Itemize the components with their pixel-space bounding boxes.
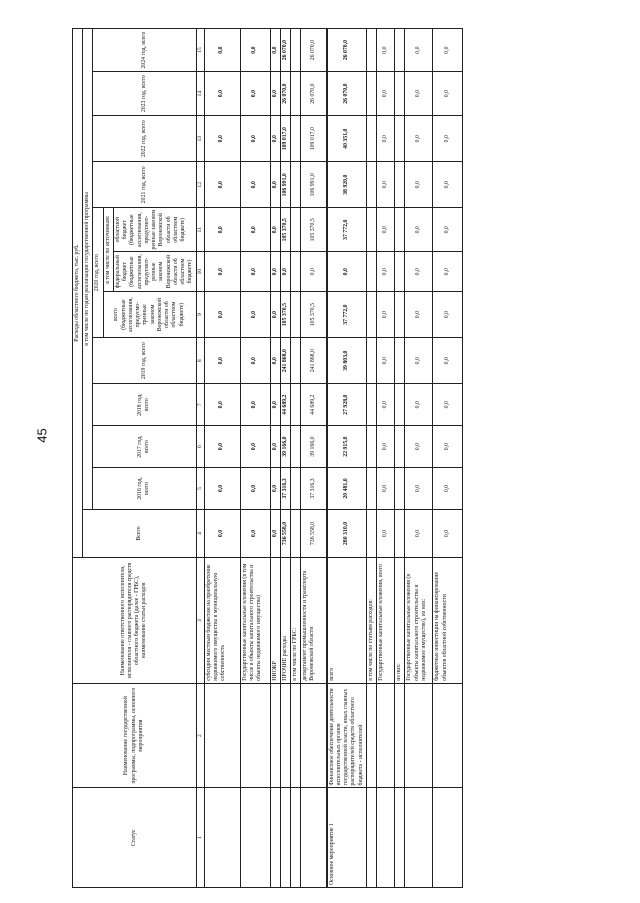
header-regional: областной бюджет (бюджетные ассигнования, предусмот-ренные законом Воронежской области об областном бюджете): [114, 210, 187, 250]
value-cell: 105 370,5: [301, 208, 327, 252]
table-body: [204, 29, 463, 888]
program-name-cell: [377, 683, 395, 788]
value-cell: 0,0: [433, 509, 463, 557]
value-cell: [290, 252, 300, 292]
value-cell: 0,0: [204, 292, 240, 338]
program-name-cell: [240, 683, 270, 788]
value-cell: [366, 162, 376, 208]
header-2016: 2016 год, всего: [93, 468, 196, 510]
status-cell: [395, 788, 405, 888]
value-cell: 39 803,0: [327, 338, 367, 384]
expense-item-cell: в том числе по ГРБС:: [290, 558, 300, 684]
value-cell: 0,0: [433, 292, 463, 338]
value-cell: 0,0: [240, 208, 270, 252]
column-numbers-row: [196, 29, 204, 888]
value-cell: [366, 509, 376, 557]
value-cell: 0,0: [204, 29, 240, 72]
value-cell: [290, 208, 300, 252]
value-cell: [290, 292, 300, 338]
value-cell: 37 316,3: [280, 468, 290, 510]
table-row: [270, 29, 280, 888]
value-cell: 0,0: [270, 72, 280, 116]
value-cell: 0,0: [377, 338, 395, 384]
program-name-cell: [280, 683, 290, 788]
value-cell: 0,0: [405, 426, 433, 468]
value-cell: 26 070,0: [280, 29, 290, 72]
value-cell: 0,0: [405, 509, 433, 557]
value-cell: 26 070,0: [327, 29, 367, 72]
value-cell: [290, 426, 300, 468]
value-cell: 109 017,0: [301, 116, 327, 162]
value-cell: 0,0: [270, 162, 280, 208]
status-cell: Основное мероприятие 1: [327, 788, 367, 888]
value-cell: [366, 116, 376, 162]
value-cell: [395, 162, 405, 208]
program-name-cell: [395, 683, 405, 788]
status-cell: [270, 788, 280, 888]
value-cell: 40 351,0: [327, 116, 367, 162]
header-2021: 2021 год, всего: [93, 162, 196, 208]
value-cell: 105 370,5: [280, 208, 290, 252]
value-cell: 0,0: [405, 208, 433, 252]
value-cell: [290, 162, 300, 208]
header-2017: 2017 год, всего: [93, 426, 196, 468]
value-cell: [366, 426, 376, 468]
value-cell: 0,0: [433, 468, 463, 510]
value-cell: 26 070,0: [301, 72, 327, 116]
header-executor: Наименование ответственного исполнителя, исполнителя - главного распорядителя средств областного бюджета (далее - ГРБС), наименование статьи расходов: [73, 558, 197, 684]
value-cell: [395, 384, 405, 426]
status-cell: [366, 788, 376, 888]
value-cell: 0,0: [280, 252, 290, 292]
program-name-cell: [270, 683, 280, 788]
expense-item-cell: из них:: [395, 558, 405, 684]
value-cell: [395, 29, 405, 72]
table-row: [204, 29, 240, 888]
value-cell: 0,0: [327, 252, 367, 292]
value-cell: [366, 384, 376, 426]
value-cell: 736 558,0: [301, 509, 327, 557]
value-cell: 241 868,0: [301, 338, 327, 384]
value-cell: 39 166,0: [301, 426, 327, 468]
value-cell: 0,0: [204, 468, 240, 510]
value-cell: 26 070,0: [327, 72, 367, 116]
value-cell: 0,0: [270, 426, 280, 468]
table-row: [377, 29, 395, 888]
value-cell: 0,0: [433, 426, 463, 468]
status-cell: [405, 788, 433, 888]
value-cell: [366, 468, 376, 510]
header-incl-sources: в том числе по источникам:: [104, 208, 114, 291]
value-cell: [366, 72, 376, 116]
value-cell: 0,0: [433, 116, 463, 162]
value-cell: 0,0: [240, 426, 270, 468]
value-cell: 0,0: [204, 384, 240, 426]
column-number: 1: [196, 788, 204, 888]
value-cell: 0,0: [433, 29, 463, 72]
value-cell: 0,0: [405, 162, 433, 208]
value-cell: 280 310,0: [327, 509, 367, 557]
value-cell: 0,0: [377, 384, 395, 426]
status-cell: [204, 788, 240, 888]
value-cell: 0,0: [204, 72, 240, 116]
value-cell: 0,0: [405, 116, 433, 162]
status-cell: [290, 788, 300, 888]
value-cell: 0,0: [204, 338, 240, 384]
column-number: 12: [196, 162, 204, 208]
table-row: [366, 29, 376, 888]
value-cell: [366, 29, 376, 72]
header-2020-total: всего (бюджетные ассигнования, предусмо-тренные законом Воронежской области об областном бюджете): [103, 292, 196, 338]
expense-item-cell: ПРОЧИЕ расходы: [280, 558, 290, 684]
column-number: 2: [196, 683, 204, 788]
value-cell: [395, 509, 405, 557]
value-cell: 0,0: [405, 252, 433, 292]
budget-table: [72, 28, 463, 888]
value-cell: 0,0: [270, 384, 280, 426]
page-number: 45: [34, 428, 50, 443]
header-federal: федеральный бюджет (бюджетные ассигнования, предусмот-ренные законом Воронежской области об областном бюджете): [114, 251, 196, 291]
table-row: [301, 29, 327, 888]
value-cell: 0,0: [204, 252, 240, 292]
value-cell: 0,0: [377, 116, 395, 162]
value-cell: 0,0: [270, 468, 280, 510]
value-cell: 0,0: [240, 116, 270, 162]
value-cell: 38 920,0: [327, 162, 367, 208]
value-cell: 0,0: [377, 509, 395, 557]
program-name-cell: [290, 683, 300, 788]
header-2023: 2023 год, всего: [93, 72, 196, 116]
rotated-budget-table-page: [72, 28, 632, 888]
value-cell: 0,0: [377, 426, 395, 468]
value-cell: 37 772,0: [327, 208, 367, 252]
value-cell: 39 166,0: [280, 426, 290, 468]
header-2018: 2018 год, всего: [93, 384, 196, 426]
column-number: 7: [196, 384, 204, 426]
program-name-cell: [433, 683, 463, 788]
expense-item-cell: Государственные капитальные вложения (в том числе в объекты капитального строительства и объекты недвижимого имущества): [240, 558, 270, 684]
table-row: [290, 29, 300, 888]
expense-item-cell: НИОКР: [270, 558, 280, 684]
header-2024: 2024 год, всего: [93, 29, 196, 72]
value-cell: 106 991,0: [301, 162, 327, 208]
value-cell: 0,0: [204, 208, 240, 252]
value-cell: 0,0: [433, 384, 463, 426]
value-cell: 0,0: [377, 292, 395, 338]
header-2022: 2022 год, всего: [93, 116, 196, 162]
header-total: Всего: [83, 509, 196, 557]
value-cell: 0,0: [240, 338, 270, 384]
table-row: [433, 29, 463, 888]
value-cell: [395, 72, 405, 116]
value-cell: [290, 468, 300, 510]
value-cell: 0,0: [204, 426, 240, 468]
value-cell: 0,0: [240, 29, 270, 72]
value-cell: [395, 292, 405, 338]
value-cell: [290, 116, 300, 162]
status-cell: [433, 788, 463, 888]
program-name-cell: [301, 683, 327, 788]
value-cell: 0,0: [270, 338, 280, 384]
value-cell: 0,0: [240, 252, 270, 292]
table-row: [240, 29, 270, 888]
value-cell: 0,0: [405, 384, 433, 426]
value-cell: 0,0: [240, 509, 270, 557]
value-cell: 0,0: [405, 29, 433, 72]
value-cell: 0,0: [433, 162, 463, 208]
column-number: 8: [196, 338, 204, 384]
header-status: Статус: [73, 788, 197, 888]
value-cell: 105 370,5: [280, 292, 290, 338]
value-cell: [395, 252, 405, 292]
expense-item-cell: Государственные капитальные вложения, всего: [377, 558, 395, 684]
program-name-cell: [204, 683, 240, 788]
column-number: 5: [196, 468, 204, 510]
value-cell: 44 689,2: [280, 384, 290, 426]
expense-item-cell: департамент промышленности и транспорта Воронежской области: [301, 558, 327, 684]
header-2020-sources: [103, 208, 196, 292]
value-cell: 0,0: [405, 292, 433, 338]
value-cell: 736 558,0: [280, 509, 290, 557]
value-cell: 0,0: [270, 509, 280, 557]
value-cell: [395, 426, 405, 468]
expense-item-cell: в том числе по статьям расходов:: [366, 558, 376, 684]
value-cell: [290, 509, 300, 557]
value-cell: 0,0: [377, 29, 395, 72]
column-number: 6: [196, 426, 204, 468]
value-cell: 0,0: [240, 468, 270, 510]
value-cell: 241 868,0: [280, 338, 290, 384]
table-row: [395, 29, 405, 888]
header-2020: 2020 год, всего: [93, 208, 103, 338]
value-cell: 0,0: [240, 292, 270, 338]
value-cell: [290, 338, 300, 384]
value-cell: 0,0: [240, 384, 270, 426]
column-number: 3: [196, 558, 204, 684]
value-cell: [395, 116, 405, 162]
header-budget-group: Расходы областного бюджета, тыс. руб.: [73, 29, 83, 558]
value-cell: [290, 384, 300, 426]
value-cell: 0,0: [377, 252, 395, 292]
value-cell: [366, 208, 376, 252]
status-cell: [280, 788, 290, 888]
header-2019: 2019 год, всего: [93, 338, 196, 384]
value-cell: [366, 338, 376, 384]
value-cell: 20 481,0: [327, 468, 367, 510]
value-cell: 44 689,2: [301, 384, 327, 426]
value-cell: 0,0: [433, 338, 463, 384]
column-number: 11: [196, 208, 204, 252]
value-cell: 37 772,0: [327, 292, 367, 338]
value-cell: [395, 468, 405, 510]
value-cell: 0,0: [270, 208, 280, 252]
value-cell: 0,0: [405, 72, 433, 116]
value-cell: 0,0: [240, 162, 270, 208]
column-number: 14: [196, 72, 204, 116]
value-cell: 105 370,5: [301, 292, 327, 338]
value-cell: 27 928,0: [327, 384, 367, 426]
value-cell: [290, 29, 300, 72]
value-cell: 0,0: [270, 292, 280, 338]
value-cell: 0,0: [377, 208, 395, 252]
value-cell: [366, 252, 376, 292]
value-cell: 0,0: [433, 252, 463, 292]
value-cell: 0,0: [405, 468, 433, 510]
expense-item-cell: субсидии местным бюджетам на приобретение недвижимого имущества в муниципальную собственность: [204, 558, 240, 684]
value-cell: 0,0: [377, 468, 395, 510]
value-cell: 0,0: [204, 116, 240, 162]
column-number: 9: [196, 292, 204, 338]
expense-item-cell: Государственные капитальные вложения (в объекты капитального строительства и недвижимое имущество), из них:: [405, 558, 433, 684]
column-number: 13: [196, 116, 204, 162]
expense-item-cell: всего: [327, 558, 367, 684]
column-number: 10: [196, 252, 204, 292]
value-cell: 0,0: [301, 252, 327, 292]
program-name-cell: [366, 683, 376, 788]
table-row: [280, 29, 290, 888]
table-row: [327, 29, 367, 888]
program-name-cell: Финансовое обеспечение деятельности исполнительных органов государственной власти, иных главных распорядителей средств областного бюджета - исполнителей: [327, 683, 367, 788]
value-cell: [395, 208, 405, 252]
value-cell: 109 017,0: [280, 116, 290, 162]
value-cell: 0,0: [377, 162, 395, 208]
value-cell: 0,0: [405, 338, 433, 384]
value-cell: 0,0: [240, 72, 270, 116]
expense-item-cell: бюджетные инвестиции на финансирование объектов областной собственности: [433, 558, 463, 684]
value-cell: [290, 72, 300, 116]
program-name-cell: [405, 683, 433, 788]
column-number: 4: [196, 509, 204, 557]
status-cell: [377, 788, 395, 888]
value-cell: 37 316,3: [301, 468, 327, 510]
header-program-name: Наименование государственной программы, подпрограммы, основного мероприятия: [73, 683, 197, 788]
table-row: [405, 29, 433, 888]
status-cell: [240, 788, 270, 888]
column-number: 15: [196, 29, 204, 72]
value-cell: 0,0: [204, 162, 240, 208]
value-cell: 106 991,0: [280, 162, 290, 208]
value-cell: 26 070,0: [301, 29, 327, 72]
value-cell: 22 915,0: [327, 426, 367, 468]
value-cell: [366, 292, 376, 338]
value-cell: 0,0: [433, 208, 463, 252]
header-by-years: в том числе по годам реализации государственной программы: [83, 29, 93, 510]
value-cell: [395, 338, 405, 384]
value-cell: 0,0: [204, 509, 240, 557]
status-cell: [301, 788, 327, 888]
value-cell: 26 070,0: [280, 72, 290, 116]
value-cell: 0,0: [270, 116, 280, 162]
value-cell: 0,0: [270, 252, 280, 292]
value-cell: 0,0: [433, 72, 463, 116]
value-cell: 0,0: [270, 29, 280, 72]
value-cell: 0,0: [377, 72, 395, 116]
